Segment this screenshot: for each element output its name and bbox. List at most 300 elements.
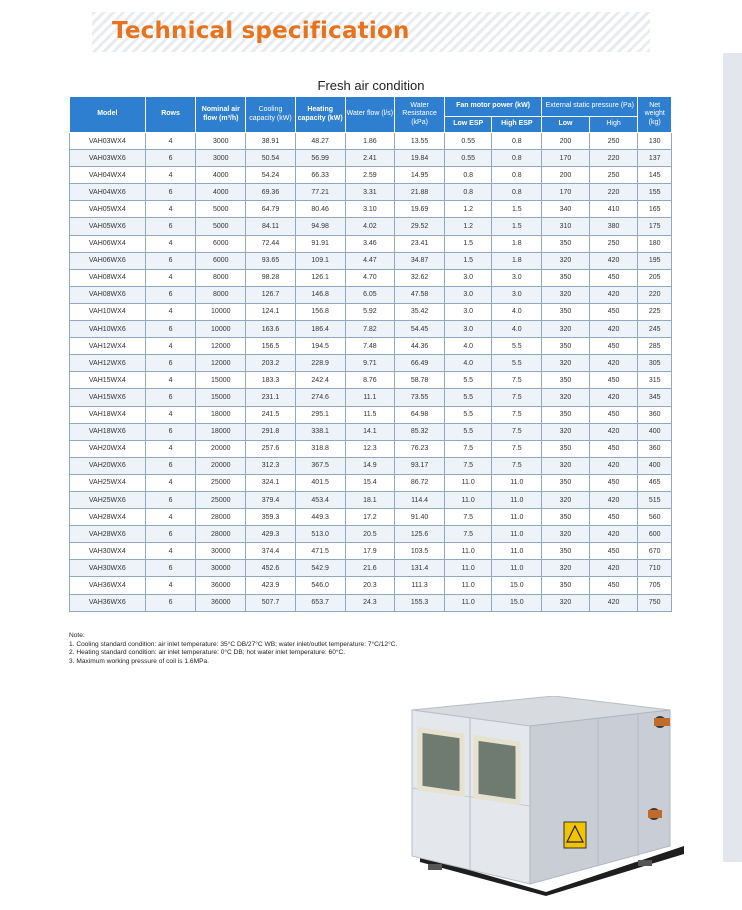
table-cell: 2.41	[345, 150, 395, 167]
table-cell: 126.1	[295, 269, 345, 286]
table-cell: 257.6	[246, 440, 296, 457]
header-esp-low: Low	[542, 117, 590, 133]
header-water-resistance: Water Resistance (kPa)	[395, 97, 445, 133]
table-cell: 5000	[196, 218, 246, 235]
notes	[69, 632, 397, 666]
table-cell: 156.8	[295, 303, 345, 320]
table-cell: 345	[638, 389, 672, 406]
table-cell: 465	[638, 474, 672, 491]
table-cell: 471.5	[295, 543, 345, 560]
table-row	[70, 235, 672, 252]
table-cell: 25000	[196, 474, 246, 491]
table-cell: 542.9	[295, 560, 345, 577]
table-cell: 4	[145, 577, 196, 594]
table-cell: 4	[145, 440, 196, 457]
table-row	[70, 474, 672, 491]
table-cell: VAH28WX4	[70, 509, 146, 526]
table-cell: 11.0	[444, 594, 492, 611]
table-cell: 5.5	[492, 355, 542, 372]
table-cell: 103.5	[395, 543, 445, 560]
table-cell: 1.8	[492, 235, 542, 252]
table-cell: 6	[145, 321, 196, 338]
table-cell: 320	[542, 594, 590, 611]
header-esp: External static pressure (Pa)	[542, 97, 638, 117]
table-cell: 170	[542, 150, 590, 167]
table-cell: 320	[542, 491, 590, 508]
table-cell: 705	[638, 577, 672, 594]
table-cell: 15.0	[492, 577, 542, 594]
header-cooling: Cooling capacity (kW)	[246, 97, 296, 133]
table-cell: 4	[145, 201, 196, 218]
table-cell: VAH05WX4	[70, 201, 146, 218]
table-cell: 1.8	[492, 252, 542, 269]
table-cell: 4	[145, 303, 196, 320]
table-cell: 250	[589, 167, 638, 184]
table-cell: 4	[145, 474, 196, 491]
table-cell: 9.71	[345, 355, 395, 372]
table-cell: 11.0	[492, 474, 542, 491]
table-cell: 3.0	[444, 269, 492, 286]
table-row	[70, 406, 672, 423]
table-cell: 7.5	[492, 372, 542, 389]
table-cell: 420	[589, 389, 638, 406]
table-cell: 6	[145, 491, 196, 508]
table-cell: 11.5	[345, 406, 395, 423]
table-cell: 7.48	[345, 338, 395, 355]
table-cell: 350	[542, 235, 590, 252]
table-cell: 312.3	[246, 457, 296, 474]
table-cell: 250	[589, 235, 638, 252]
table-cell: 3.0	[444, 286, 492, 303]
table-cell: VAH36WX4	[70, 577, 146, 594]
table-cell: 76.23	[395, 440, 445, 457]
table-cell: 12.3	[345, 440, 395, 457]
table-cell: 450	[589, 303, 638, 320]
table-cell: 4	[145, 235, 196, 252]
table-cell: 4.0	[444, 355, 492, 372]
table-cell: 350	[542, 474, 590, 491]
table-row	[70, 286, 672, 303]
table-cell: 295.1	[295, 406, 345, 423]
table-cell: 30000	[196, 543, 246, 560]
table-cell: 73.55	[395, 389, 445, 406]
table-cell: 12000	[196, 338, 246, 355]
table-cell: 450	[589, 406, 638, 423]
table-cell: 420	[589, 321, 638, 338]
table-cell: 6	[145, 423, 196, 440]
table-cell: 241.5	[246, 406, 296, 423]
table-row	[70, 218, 672, 235]
table-cell: 0.8	[492, 184, 542, 201]
table-cell: 450	[589, 474, 638, 491]
table-cell: 380	[589, 218, 638, 235]
table-cell: 6	[145, 526, 196, 543]
table-cell: 4.70	[345, 269, 395, 286]
table-cell: 11.0	[492, 491, 542, 508]
table-cell: 54.45	[395, 321, 445, 338]
note-item: 1. Cooling standard condition: air inlet temperature: 35°C DB/27°C WB; water inlet/outlet temperature: 7°C/12°C.	[69, 640, 398, 648]
table-cell: 64.79	[246, 201, 296, 218]
table-cell: 200	[542, 133, 590, 150]
table-cell: 4	[145, 372, 196, 389]
table-cell: 7.5	[492, 389, 542, 406]
table-cell: 19.69	[395, 201, 445, 218]
table-cell: 155	[638, 184, 672, 201]
table-cell: 7.5	[444, 457, 492, 474]
table-cell: 48.27	[295, 133, 345, 150]
table-cell: 25000	[196, 491, 246, 508]
table-cell: 429.3	[246, 526, 296, 543]
table-row	[70, 577, 672, 594]
table-cell: 4.47	[345, 252, 395, 269]
table-cell: 130	[638, 133, 672, 150]
table-cell: VAH36WX6	[70, 594, 146, 611]
table-cell: 379.4	[246, 491, 296, 508]
table-cell: 320	[542, 252, 590, 269]
table-cell: 54.24	[246, 167, 296, 184]
table-cell: 420	[589, 526, 638, 543]
table-cell: 318.8	[295, 440, 345, 457]
side-stripe	[723, 53, 742, 862]
table-cell: 5.5	[444, 372, 492, 389]
table-caption: Fresh air condition	[317, 78, 425, 93]
table-row	[70, 303, 672, 320]
table-cell: 710	[638, 560, 672, 577]
table-cell: 64.98	[395, 406, 445, 423]
table-cell: 2.59	[345, 167, 395, 184]
table-cell: 56.99	[295, 150, 345, 167]
table-cell: 6	[145, 286, 196, 303]
table-cell: 320	[542, 389, 590, 406]
table-cell: VAH10WX4	[70, 303, 146, 320]
table-cell: 3.10	[345, 201, 395, 218]
table-cell: 5.5	[444, 389, 492, 406]
table-cell: 11.0	[444, 577, 492, 594]
table-cell: 374.4	[246, 543, 296, 560]
table-cell: 359.3	[246, 509, 296, 526]
table-cell: 85.32	[395, 423, 445, 440]
header-airflow: Nominal air flow (m³/h)	[196, 97, 246, 133]
table-cell: 91.40	[395, 509, 445, 526]
table-cell: 1.5	[492, 218, 542, 235]
table-cell: 410	[589, 201, 638, 218]
table-cell: 200	[542, 167, 590, 184]
table-cell: 450	[589, 440, 638, 457]
table-cell: 6	[145, 252, 196, 269]
table-cell: 38.91	[246, 133, 296, 150]
table-cell: 350	[542, 440, 590, 457]
table-cell: 4	[145, 133, 196, 150]
table-cell: 1.2	[444, 201, 492, 218]
table-cell: 1.5	[444, 235, 492, 252]
table-cell: 245	[638, 321, 672, 338]
table-cell: 5000	[196, 201, 246, 218]
table-cell: 450	[589, 543, 638, 560]
table-cell: 6	[145, 560, 196, 577]
page-title: Technical specification	[112, 18, 410, 44]
table-cell: VAH15WX4	[70, 372, 146, 389]
table-cell: 155.3	[395, 594, 445, 611]
table-cell: 163.6	[246, 321, 296, 338]
table-cell: 3000	[196, 133, 246, 150]
table-cell: 350	[542, 269, 590, 286]
table-row	[70, 509, 672, 526]
table-cell: 11.0	[492, 526, 542, 543]
table-cell: 125.6	[395, 526, 445, 543]
table-cell: 17.9	[345, 543, 395, 560]
table-cell: 0.8	[492, 150, 542, 167]
table-cell: VAH25WX6	[70, 491, 146, 508]
table-row	[70, 133, 672, 150]
table-cell: 170	[542, 184, 590, 201]
table-cell: 7.5	[492, 423, 542, 440]
table-cell: 4	[145, 406, 196, 423]
table-cell: 320	[542, 423, 590, 440]
table-cell: 80.46	[295, 201, 345, 218]
table-row	[70, 355, 672, 372]
table-cell: 8000	[196, 286, 246, 303]
table-cell: 5.92	[345, 303, 395, 320]
table-cell: 86.72	[395, 474, 445, 491]
table-cell: 0.8	[444, 184, 492, 201]
table-cell: 546.0	[295, 577, 345, 594]
table-cell: 4.0	[492, 303, 542, 320]
table-cell: 5.5	[492, 338, 542, 355]
table-cell: 7.82	[345, 321, 395, 338]
table-cell: 8000	[196, 269, 246, 286]
table-cell: 180	[638, 235, 672, 252]
table-cell: 225	[638, 303, 672, 320]
table-cell: 515	[638, 491, 672, 508]
table-cell: 21.88	[395, 184, 445, 201]
header-model: Model	[70, 97, 146, 133]
table-cell: 17.2	[345, 509, 395, 526]
table-cell: 137	[638, 150, 672, 167]
table-cell: 131.4	[395, 560, 445, 577]
table-cell: 0.8	[492, 167, 542, 184]
table-cell: VAH20WX4	[70, 440, 146, 457]
table-cell: 111.3	[395, 577, 445, 594]
table-cell: 360	[638, 406, 672, 423]
table-row	[70, 321, 672, 338]
table-cell: 231.1	[246, 389, 296, 406]
table-cell: 3.0	[444, 321, 492, 338]
table-row	[70, 423, 672, 440]
table-cell: VAH06WX6	[70, 252, 146, 269]
table-cell: 20000	[196, 440, 246, 457]
table-cell: 36000	[196, 577, 246, 594]
table-cell: 6	[145, 218, 196, 235]
table-cell: 324.1	[246, 474, 296, 491]
table-cell: 0.55	[444, 150, 492, 167]
table-cell: VAH12WX4	[70, 338, 146, 355]
spec-table	[69, 96, 672, 612]
table-cell: 367.5	[295, 457, 345, 474]
table-row	[70, 543, 672, 560]
table-cell: 320	[542, 321, 590, 338]
table-cell: 653.7	[295, 594, 345, 611]
table-cell: 1.86	[345, 133, 395, 150]
table-cell: 8.76	[345, 372, 395, 389]
table-cell: VAH08WX6	[70, 286, 146, 303]
table-cell: 109.1	[295, 252, 345, 269]
table-cell: 420	[589, 252, 638, 269]
table-cell: 320	[542, 560, 590, 577]
table-cell: 350	[542, 406, 590, 423]
table-cell: 58.78	[395, 372, 445, 389]
table-cell: 600	[638, 526, 672, 543]
table-cell: 274.6	[295, 389, 345, 406]
table-cell: 20.5	[345, 526, 395, 543]
table-cell: 750	[638, 594, 672, 611]
table-cell: 194.5	[295, 338, 345, 355]
table-cell: 14.9	[345, 457, 395, 474]
air-handling-unit-icon	[398, 696, 694, 896]
table-cell: 420	[589, 423, 638, 440]
table-cell: 19.84	[395, 150, 445, 167]
table-cell: VAH08WX4	[70, 269, 146, 286]
table-cell: 10000	[196, 321, 246, 338]
table-cell: 7.5	[444, 526, 492, 543]
table-cell: 507.7	[246, 594, 296, 611]
spec-table-body	[70, 133, 672, 612]
table-cell: 6	[145, 355, 196, 372]
table-row	[70, 201, 672, 218]
table-cell: 15000	[196, 372, 246, 389]
table-cell: 3.31	[345, 184, 395, 201]
table-cell: 114.4	[395, 491, 445, 508]
table-cell: 10000	[196, 303, 246, 320]
table-cell: 3.46	[345, 235, 395, 252]
table-row	[70, 338, 672, 355]
table-cell: 420	[589, 594, 638, 611]
table-cell: 195	[638, 252, 672, 269]
table-cell: 3.0	[492, 269, 542, 286]
table-cell: 20000	[196, 457, 246, 474]
table-cell: 242.4	[295, 372, 345, 389]
table-cell: VAH30WX6	[70, 560, 146, 577]
table-cell: 18000	[196, 406, 246, 423]
table-row	[70, 526, 672, 543]
table-cell: 35.42	[395, 303, 445, 320]
table-cell: VAH18WX6	[70, 423, 146, 440]
table-cell: 3.0	[492, 286, 542, 303]
table-cell: 6	[145, 150, 196, 167]
table-row	[70, 269, 672, 286]
table-cell: 11.0	[444, 560, 492, 577]
header-fan-power: Fan motor power (kW)	[444, 97, 541, 117]
table-cell: 7.5	[492, 406, 542, 423]
table-cell: 350	[542, 577, 590, 594]
table-cell: 93.17	[395, 457, 445, 474]
table-cell: 1.5	[492, 201, 542, 218]
table-row	[70, 457, 672, 474]
table-cell: 228.9	[295, 355, 345, 372]
table-cell: VAH04WX6	[70, 184, 146, 201]
table-row	[70, 167, 672, 184]
table-cell: 285	[638, 338, 672, 355]
notes-heading: Note:	[69, 632, 85, 639]
table-cell: 15.4	[345, 474, 395, 491]
table-cell: 420	[589, 457, 638, 474]
table-cell: 20.3	[345, 577, 395, 594]
table-row	[70, 389, 672, 406]
table-cell: 15000	[196, 389, 246, 406]
table-cell: 320	[542, 355, 590, 372]
table-cell: 450	[589, 269, 638, 286]
table-cell: 30000	[196, 560, 246, 577]
table-cell: 450	[589, 509, 638, 526]
table-cell: 24.3	[345, 594, 395, 611]
table-cell: VAH28WX6	[70, 526, 146, 543]
table-cell: 93.65	[246, 252, 296, 269]
table-cell: 5.5	[444, 406, 492, 423]
table-cell: 350	[542, 372, 590, 389]
table-cell: 305	[638, 355, 672, 372]
table-cell: 156.5	[246, 338, 296, 355]
table-cell: 420	[589, 560, 638, 577]
table-cell: 23.41	[395, 235, 445, 252]
table-cell: 310	[542, 218, 590, 235]
table-cell: 320	[542, 457, 590, 474]
table-cell: 14.1	[345, 423, 395, 440]
note-item: 3. Maximum working pressure of coil is 1.6MPa.	[69, 657, 209, 665]
table-cell: VAH05WX6	[70, 218, 146, 235]
table-cell: 124.1	[246, 303, 296, 320]
table-cell: 4	[145, 269, 196, 286]
table-cell: 250	[589, 133, 638, 150]
table-cell: 453.4	[295, 491, 345, 508]
header-heating: Heating capacity (kW)	[295, 97, 345, 133]
table-cell: VAH18WX4	[70, 406, 146, 423]
table-cell: VAH30WX4	[70, 543, 146, 560]
table-cell: 420	[589, 491, 638, 508]
table-cell: VAH15WX6	[70, 389, 146, 406]
table-cell: VAH12WX6	[70, 355, 146, 372]
table-cell: 452.6	[246, 560, 296, 577]
table-cell: 94.98	[295, 218, 345, 235]
table-cell: 11.0	[492, 543, 542, 560]
table-row	[70, 560, 672, 577]
table-cell: 350	[542, 509, 590, 526]
table-cell: 21.6	[345, 560, 395, 577]
table-cell: 11.0	[444, 474, 492, 491]
table-cell: 11.0	[492, 560, 542, 577]
table-cell: 350	[542, 303, 590, 320]
table-cell: 3000	[196, 150, 246, 167]
table-cell: 6000	[196, 235, 246, 252]
table-cell: 18000	[196, 423, 246, 440]
table-cell: 203.2	[246, 355, 296, 372]
header-rows: Rows	[145, 97, 196, 133]
table-cell: VAH06WX4	[70, 235, 146, 252]
table-cell: 450	[589, 372, 638, 389]
table-row	[70, 491, 672, 508]
table-cell: 670	[638, 543, 672, 560]
table-cell: 4000	[196, 184, 246, 201]
table-cell: 560	[638, 509, 672, 526]
table-cell: 183.3	[246, 372, 296, 389]
table-cell: 291.8	[246, 423, 296, 440]
table-cell: 29.52	[395, 218, 445, 235]
table-cell: 401.5	[295, 474, 345, 491]
table-row	[70, 372, 672, 389]
note-item: 2. Heating standard condition: air inlet temperature: 0°C DB; hot water inlet temperature: 60°C.	[69, 649, 346, 657]
table-cell: 350	[542, 543, 590, 560]
table-cell: VAH03WX4	[70, 133, 146, 150]
table-cell: 7.5	[444, 509, 492, 526]
table-cell: 36000	[196, 594, 246, 611]
